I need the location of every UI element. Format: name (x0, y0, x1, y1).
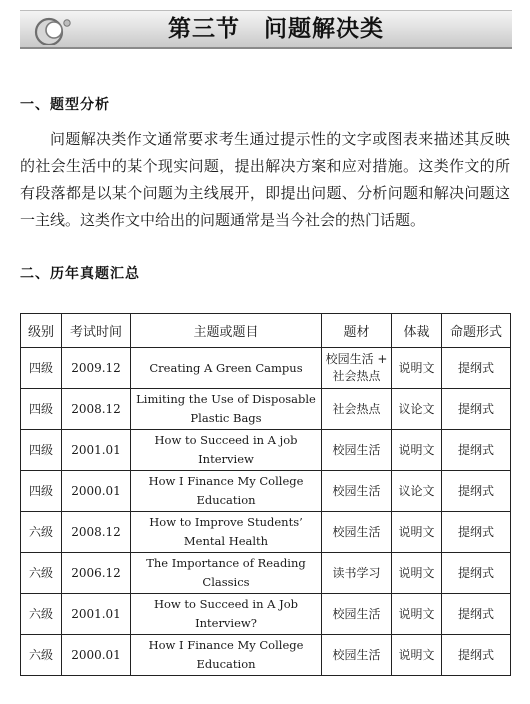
table-row (21, 430, 511, 471)
cell-subject: 社会热点 (322, 389, 392, 430)
cell-genre: 说明文 (392, 594, 442, 635)
cell-genre: 说明文 (392, 348, 442, 389)
cell-level: 六级 (21, 512, 62, 553)
cell-subject: 校园生活 (322, 594, 392, 635)
cell-topic: The Importance of Reading Classics (131, 553, 322, 594)
cell-subject: 校园生活 (322, 430, 392, 471)
cell-exam-date: 2001.01 (62, 430, 131, 471)
table-row (21, 512, 511, 553)
heading-question-analysis: 一、题型分析 (20, 97, 110, 113)
cell-format: 提纲式 (442, 553, 511, 594)
cell-format: 提纲式 (442, 512, 511, 553)
cell-level: 四级 (21, 471, 62, 512)
header-topic: 主题或题目 (131, 314, 322, 348)
cell-level: 六级 (21, 553, 62, 594)
cell-exam-date: 2000.01 (62, 471, 131, 512)
cell-format: 提纲式 (442, 348, 511, 389)
cell-genre: 说明文 (392, 512, 442, 553)
cell-topic: How I Finance My College Education (131, 635, 322, 676)
cell-topic: How to Succeed in A Job Interview? (131, 594, 322, 635)
cell-topic: Limiting the Use of Disposable Plastic Bags (131, 389, 322, 430)
cell-topic: How to Improve Students’ Mental Health (131, 512, 322, 553)
cell-exam-date: 2008.12 (62, 512, 131, 553)
intro-paragraph: 问题解决类作文通常要求考生通过提示性的文字或图表来描述其反映的社会生活中的某个现实问题，提出解决方案和应对措施。这类作文的所有段落都是以某个问题为主线展开，即提出问题、分析问题和解决问题这一主线。这类作文中给出的问题通常是当今社会的热门话题。 (20, 130, 510, 229)
header-genre: 体裁 (392, 314, 442, 348)
header-format: 命题形式 (442, 314, 511, 348)
cell-format: 提纲式 (442, 471, 511, 512)
cell-level: 四级 (21, 348, 62, 389)
cell-exam-date: 2000.01 (62, 635, 131, 676)
heading-past-exams: 二、历年真题汇总 (20, 266, 140, 282)
cell-exam-date: 2009.12 (62, 348, 131, 389)
cell-subject: 校园生活 (322, 635, 392, 676)
cell-genre: 议论文 (392, 389, 442, 430)
header-exam-date: 考试时间 (62, 314, 131, 348)
table-row (21, 594, 511, 635)
table-row (21, 348, 511, 389)
cell-level: 六级 (21, 635, 62, 676)
section-banner (20, 10, 512, 49)
cell-subject: 校园生活 + 社会热点 (322, 348, 392, 389)
cell-level: 四级 (21, 389, 62, 430)
table-header-row (21, 314, 511, 348)
past-exams-table (20, 313, 511, 676)
cell-format: 提纲式 (442, 430, 511, 471)
table-row (21, 389, 511, 430)
cell-exam-date: 2008.12 (62, 389, 131, 430)
cell-format: 提纲式 (442, 389, 511, 430)
header-subject: 题材 (322, 314, 392, 348)
cell-format: 提纲式 (442, 635, 511, 676)
cell-subject: 读书学习 (322, 553, 392, 594)
cell-format: 提纲式 (442, 594, 511, 635)
cell-level: 四级 (21, 430, 62, 471)
section-title: 第三节 问题解决类 (168, 16, 384, 42)
cell-subject: 校园生活 (322, 512, 392, 553)
cell-exam-date: 2001.01 (62, 594, 131, 635)
cell-topic: How to Succeed in A job Interview (131, 430, 322, 471)
cell-genre: 说明文 (392, 635, 442, 676)
cell-subject: 校园生活 (322, 471, 392, 512)
cell-genre: 说明文 (392, 430, 442, 471)
cell-topic: How I Finance My College Education (131, 471, 322, 512)
cell-genre: 议论文 (392, 471, 442, 512)
table-row (21, 635, 511, 676)
header-level: 级别 (21, 314, 62, 348)
cell-genre: 说明文 (392, 553, 442, 594)
table-row (21, 471, 511, 512)
cell-topic: Creating A Green Campus (131, 348, 322, 389)
table-row (21, 553, 511, 594)
cell-exam-date: 2006.12 (62, 553, 131, 594)
cell-level: 六级 (21, 594, 62, 635)
